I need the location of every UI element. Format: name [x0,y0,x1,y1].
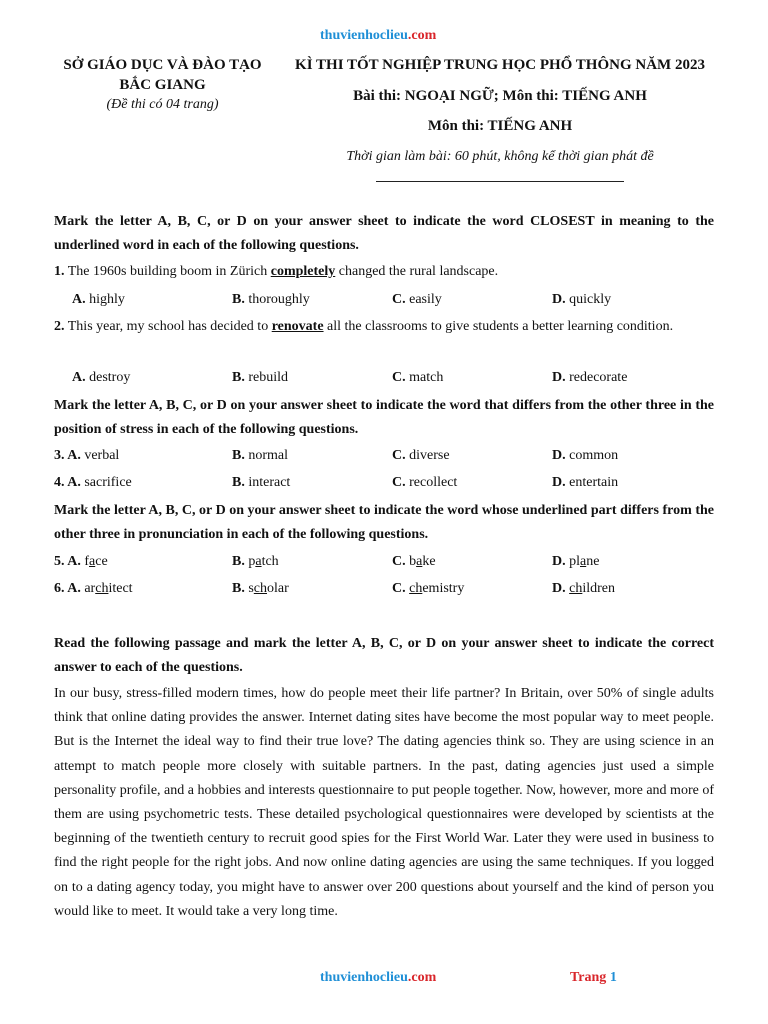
option-c[interactable]: C. diverse [392,448,450,463]
underlined-word: completely [270,264,336,279]
question-1: 1. The 1960s building boom in Zürich completely changed the rural landscape. [54,264,499,279]
underlined-word: renovate [271,319,324,334]
option-b[interactable]: B. interact [232,475,291,490]
question-1-options [54,288,714,312]
question-3 [54,444,714,468]
department-block [40,55,285,115]
section1-instruction: Mark the letter A, B, C, or D on your answer sheet to indicate the word CLOSEST in meaning to the underlined word in each of the following questions. [54,214,714,253]
option-d[interactable]: D. quickly [552,292,612,307]
time-note: Thời gian làm bài: 60 phút, không kể thời gian phát đề [346,149,654,164]
option-b[interactable]: B. scholar [232,581,289,596]
option-c[interactable]: C. recollect [392,475,458,490]
option-b[interactable]: B. normal [232,448,288,463]
option-c[interactable]: C. match [392,370,444,385]
question-5 [54,550,714,574]
option-c[interactable]: C. bake [392,554,436,569]
option-a[interactable]: 5. A. face [54,554,108,569]
page-number: Trang 1 [570,970,617,985]
option-b[interactable]: B. patch [232,554,279,569]
option-a[interactable]: 4. A. sacrifice [54,475,132,490]
option-d[interactable]: D. redecorate [552,370,628,385]
option-a[interactable]: A. highly [72,292,125,307]
header-divider [376,181,624,182]
site-link-top[interactable]: thuvienhoclieu.com [320,28,437,43]
option-a[interactable]: A. destroy [72,370,131,385]
option-a[interactable]: 6. A. architect [54,581,133,596]
section2-instruction: Mark the letter A, B, C, or D on your answer sheet to indicate the word that differs from the other three in the position of stress in each of the following questions. [54,398,714,437]
question-6 [54,577,714,601]
subject-line-2: Môn thi: TIẾNG ANH [427,118,573,134]
department-line-1: SỞ GIÁO DỤC VÀ ĐÀO TẠO [63,57,262,73]
question-4 [54,471,714,495]
section4-instruction: Read the following passage and mark the letter A, B, C, or D on your answer sheet to indicate the correct answer to each of the questions. [54,636,714,675]
subject-line: Bài thi: NGOẠI NGỮ; Môn thi: TIẾNG ANH [353,88,647,104]
option-d[interactable]: D. children [552,581,615,596]
section3-instruction: Mark the letter A, B, C, or D on your answer sheet to indicate the word whose underlined part differs from the other three in pronunciation in each of the following questions. [54,503,714,542]
question-2-options [54,366,714,390]
option-c[interactable]: C. chemistry [392,581,465,596]
option-d[interactable]: D. plane [552,554,600,569]
option-d[interactable]: D. entertain [552,475,619,490]
option-c[interactable]: C. easily [392,292,442,307]
pages-note: (Đề thi có 04 trang) [106,97,219,112]
question-2: 2. This year, my school has decided to renovate all the classrooms to give students a better learning condition. [54,319,674,334]
reading-passage: In our busy, stress-filled modern times, how do people meet their life partner? In Britain, over 50% of single adults think that online dating provides the answer. Internet dating sites have become the most popular way to meet people. But is the Internet the ideal way to find their true love? The dating agencies think so. They are using science in an attempt to match people more closely with suitable partners. In the past, dating agencies just used a simple personality profile, and a hobbies and interests questionnaire to put people together. Now, however, more and more of them are using psychometric tests. These detailed psychological questionnaires were developed by scientists at the beginning of the twentieth century to recruit good spies for the First World War. Later they were used in business to find the right people for the right jobs. And now online dating agencies are using the same techniques. If you logged on to a dating agency today, you might have to answer over 200 questions about yourself and the kind of person you would like to meet. It would take a very long time. [54,686,714,919]
department-line-2: BẮC GIANG [119,77,206,93]
exam-title: KÌ THI TỐT NGHIỆP TRUNG HỌC PHỔ THÔNG NĂM 2023 [295,57,705,73]
option-b[interactable]: B. thoroughly [232,292,310,307]
site-link-bottom[interactable]: thuvienhoclieu.com [320,970,437,985]
option-a[interactable]: 3. A. verbal [54,448,120,463]
option-b[interactable]: B. rebuild [232,370,288,385]
option-d[interactable]: D. common [552,448,619,463]
